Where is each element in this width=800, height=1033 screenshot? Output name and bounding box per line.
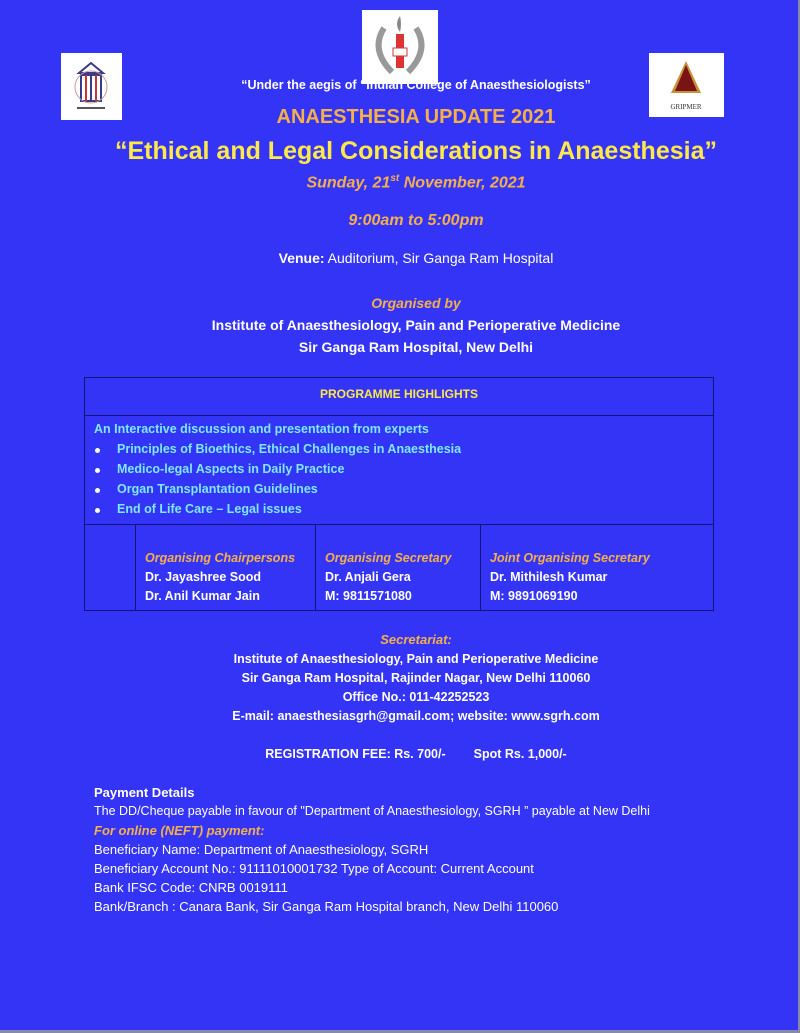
account-number: Beneficiary Account No.: 91111010001732 Type of Account: Current Account [94,861,534,876]
venue: Venue: Auditorium, Sir Ganga Ram Hospital [278,250,554,266]
payment-title: Payment Details [94,785,195,800]
list-item: End of Life Care – Legal issues [117,502,302,516]
theme-title: “Ethical and Legal Considerations in Anaesthesia” [115,137,717,165]
svg-text:GRIPMER: GRIPMER [670,103,702,111]
bullet-icon [95,488,100,493]
organised-by-label: Organised by [371,295,461,311]
event-title: ANAESTHESIA UPDATE 2021 [276,106,556,128]
highlights-intro: An Interactive discussion and presentation from experts [94,422,429,436]
payment-dd: The DD/Cheque payable in favour of "Department of Anaesthesiology, SGRH ” payable at New Delhi [94,804,650,818]
secretariat-line1: Institute of Anaesthesiology, Pain and Perioperative Medicine [233,652,599,666]
event-date: Sunday, 21st November, 2021 [306,173,526,192]
ifsc-code: Bank IFSC Code: CNRB 0019111 [94,880,288,895]
programme-table [84,377,714,611]
joint-organising-secretary: Joint Organising Secretary Dr. Mithilesh Kumar M: 9891069190 [480,525,714,610]
online-payment-label: For online (NEFT) payment: [94,823,265,838]
email-link[interactable]: anaesthesiasgrh@gmail.com [277,709,451,723]
bullet-icon [95,448,100,453]
organiser-line2: Sir Ganga Ram Hospital, New Delhi [298,339,534,355]
torch-emblem-icon [362,10,438,84]
secretariat-label: Secretariat: [380,632,452,647]
organising-secretary: Organising Secretary Dr. Anjali Gera M: 9811571080 [315,525,480,610]
aegis-text: “Under the aegis of “Indian College of Anaesthesiologists” [241,78,591,92]
bullet-icon [95,468,100,473]
organiser-chairpersons: Organising Chairpersons Dr. Jayashree Sood Dr. Anil Kumar Jain [135,525,320,610]
list-item: Medico-legal Aspects in Daily Practice [117,462,345,476]
sgrh-logo [362,10,438,84]
organiser-line1: Institute of Anaesthesiology, Pain and Perioperative Medicine [211,317,621,333]
bank-branch: Bank/Branch : Canara Bank, Sir Ganga Ram Hospital branch, New Delhi 110060 [94,899,559,914]
list-item: Organ Transplantation Guidelines [117,482,318,496]
office-number: Office No.: 011-42252523 [342,690,490,704]
website-link[interactable]: www.sgrh.com [511,709,600,723]
event-time: 9:00am to 5:00pm [348,212,484,229]
beneficiary-name: Beneficiary Name: Department of Anaesthesiology, SGRH [94,842,429,857]
list-item: Principles of Bioethics, Ethical Challenges in Anaesthesia [117,442,462,456]
contact-line: E-mail: anaesthesiasgrh@gmail.com; website: www.sgrh.com [232,709,600,723]
highlights-title: PROGRAMME HIGHLIGHTS [85,378,713,416]
secretariat-line2: Sir Ganga Ram Hospital, Rajinder Nagar, New Delhi 110060 [241,671,591,685]
bullet-icon [95,508,100,513]
highlights-list [85,416,713,525]
fees: REGISTRATION FEE: Rs. 700/- Spot Rs. 1,000/- [265,747,567,761]
